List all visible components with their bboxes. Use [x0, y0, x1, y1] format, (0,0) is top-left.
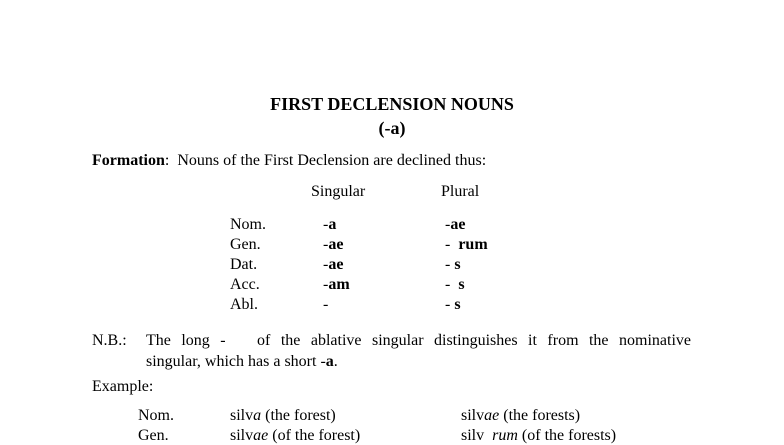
example-row-singular-gen: silvae (of the forest) — [230, 427, 361, 444]
example-row-case-gen: Gen. — [138, 427, 169, 444]
table-row-singular-gen: -ae — [323, 236, 344, 253]
table-row-plural-dat: - s — [445, 256, 461, 273]
page-title: FIRST DECLENSION NOUNS — [270, 94, 514, 114]
column-header-singular: Singular — [311, 183, 366, 200]
table-row-plural-abl: - s — [445, 296, 461, 313]
table-row-plural-gen: - rum — [445, 236, 488, 253]
table-row-case-gen: Gen. — [230, 236, 261, 253]
table-row-case-nom: Nom. — [230, 216, 266, 233]
note-line-1: The long - of the ablative singular distinguishes it from the nominative — [146, 332, 691, 349]
example-row-case-nom: Nom. — [138, 407, 174, 424]
example-label: Example: — [92, 378, 154, 395]
formation-colon: : — [164, 152, 170, 169]
table-row-plural-nom: -ae — [445, 216, 466, 233]
example-row-plural-gen: silv rum (of the forests) — [461, 427, 617, 444]
example-row-plural-nom: silvae (the forests) — [461, 407, 581, 424]
page-subtitle: (-a) — [378, 118, 406, 138]
table-row-case-acc: Acc. — [230, 276, 260, 293]
note-line-2: singular, which has a short -a. — [146, 353, 338, 370]
table-row-singular-dat: -ae — [323, 256, 344, 273]
formation-text: Nouns of the First Declension are declined thus: — [177, 152, 487, 169]
table-row-singular-nom: -a — [323, 216, 337, 233]
note-label: N.B.: — [92, 332, 127, 349]
table-row-singular-abl: - — [323, 296, 329, 313]
table-row-case-dat: Dat. — [230, 256, 258, 273]
table-row-case-abl: Abl. — [230, 296, 258, 313]
table-row-plural-acc: - s — [445, 276, 465, 293]
example-row-singular-nom: silva (the forest) — [230, 407, 336, 424]
formation-line — [92, 152, 486, 170]
column-header-plural: Plural — [441, 183, 480, 200]
formation-label: Formation — [92, 152, 165, 169]
table-row-singular-acc: -am — [323, 276, 350, 293]
